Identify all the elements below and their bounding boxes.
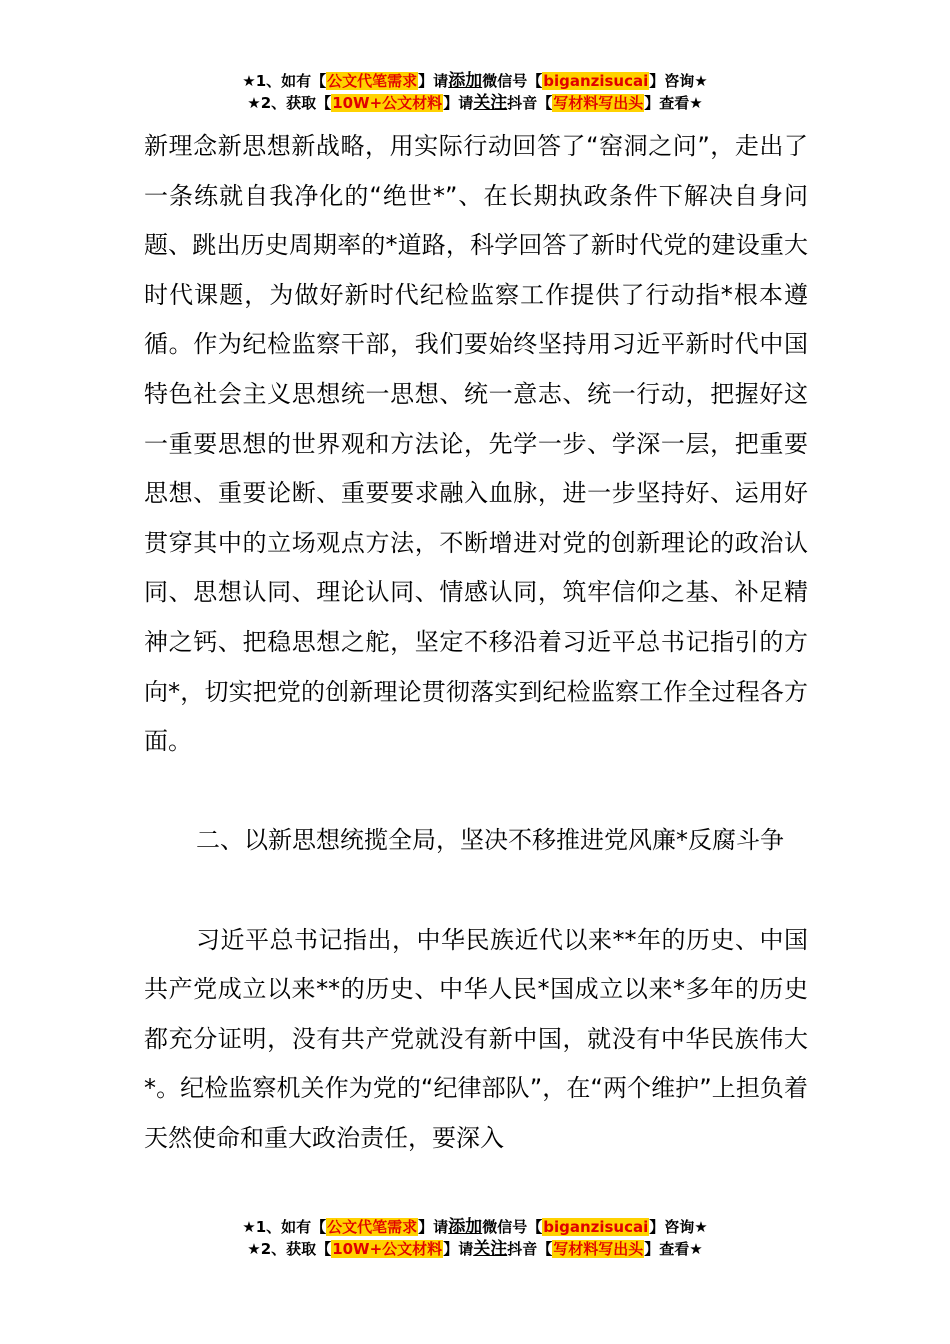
- highlight-materials: 10W+公文材料: [332, 94, 443, 112]
- section-heading: 二、以新思想统揽全局，坚决不移推进党风廉*反腐斗争: [196, 826, 784, 855]
- highlight-wechat-id: biganzisucai: [543, 1218, 649, 1236]
- top-banner: [0, 70, 950, 114]
- banner-line-2: ★2、获取【10W+公文材料】请关注抖音【写材料写出头】查看★: [247, 93, 703, 113]
- document-body: [144, 122, 808, 1163]
- highlight-materials: 10W+公文材料: [332, 1240, 443, 1258]
- banner-line-1: ★1、如有【公文代笔需求】请添加微信号【biganzisucai】咨询★: [242, 71, 708, 91]
- body-paragraph-1: 新理念新思想新战略，用实际行动回答了“窑洞之问”，走出了一条练就自我净化的“绝世*”、在长期执政条件下解决自身问题、跳出历史周期率的*道路，科学回答了新时代党的建设重大时代课题，为做好新时代纪检监察工作提供了行动指*根本遵循。作为纪检监察干部，我们要始终坚持用习近平新时代中国特色社会主义思想统一思想、统一意志、统一行动，把握好这一重要思想的世界观和方法论，先学一步、学深一层，把重要思想、重要论断、重要要求融入血脉，进一步坚持好、运用好贯穿其中的立场观点方法，不断增进对党的创新理论的政治认同、思想认同、理论认同、情感认同，筑牢信仰之基、补足精神之钙、把稳思想之舵，坚定不移沿着习近平总书记指引的方向*，切实把党的创新理论贯彻落实到纪检监察工作全过程各方面。: [144, 132, 808, 756]
- body-paragraph-2: 习近平总书记指出，中华民族近代以来**年的历史、中国共产党成立以来**的历史、中华人民*国成立以来*多年的历史都充分证明，没有共产党就没有新中国，就没有中华民族伟大*。纪检监察机关作为党的“纪律部队”，在“两个维护”上担负着天然使命和重大政治责任，要深入: [144, 925, 808, 1152]
- bottom-banner: [0, 1216, 950, 1260]
- highlight-service: 公文代笔需求: [327, 1218, 418, 1236]
- highlight-wechat-id: biganzisucai: [543, 72, 649, 90]
- banner-line-1: ★1、如有【公文代笔需求】请添加微信号【biganzisucai】咨询★: [242, 1217, 708, 1237]
- banner-line-2: ★2、获取【10W+公文材料】请关注抖音【写材料写出头】查看★: [247, 1239, 703, 1259]
- highlight-douyin: 写材料写出头: [553, 94, 644, 112]
- highlight-douyin: 写材料写出头: [553, 1240, 644, 1258]
- highlight-service: 公文代笔需求: [327, 72, 418, 90]
